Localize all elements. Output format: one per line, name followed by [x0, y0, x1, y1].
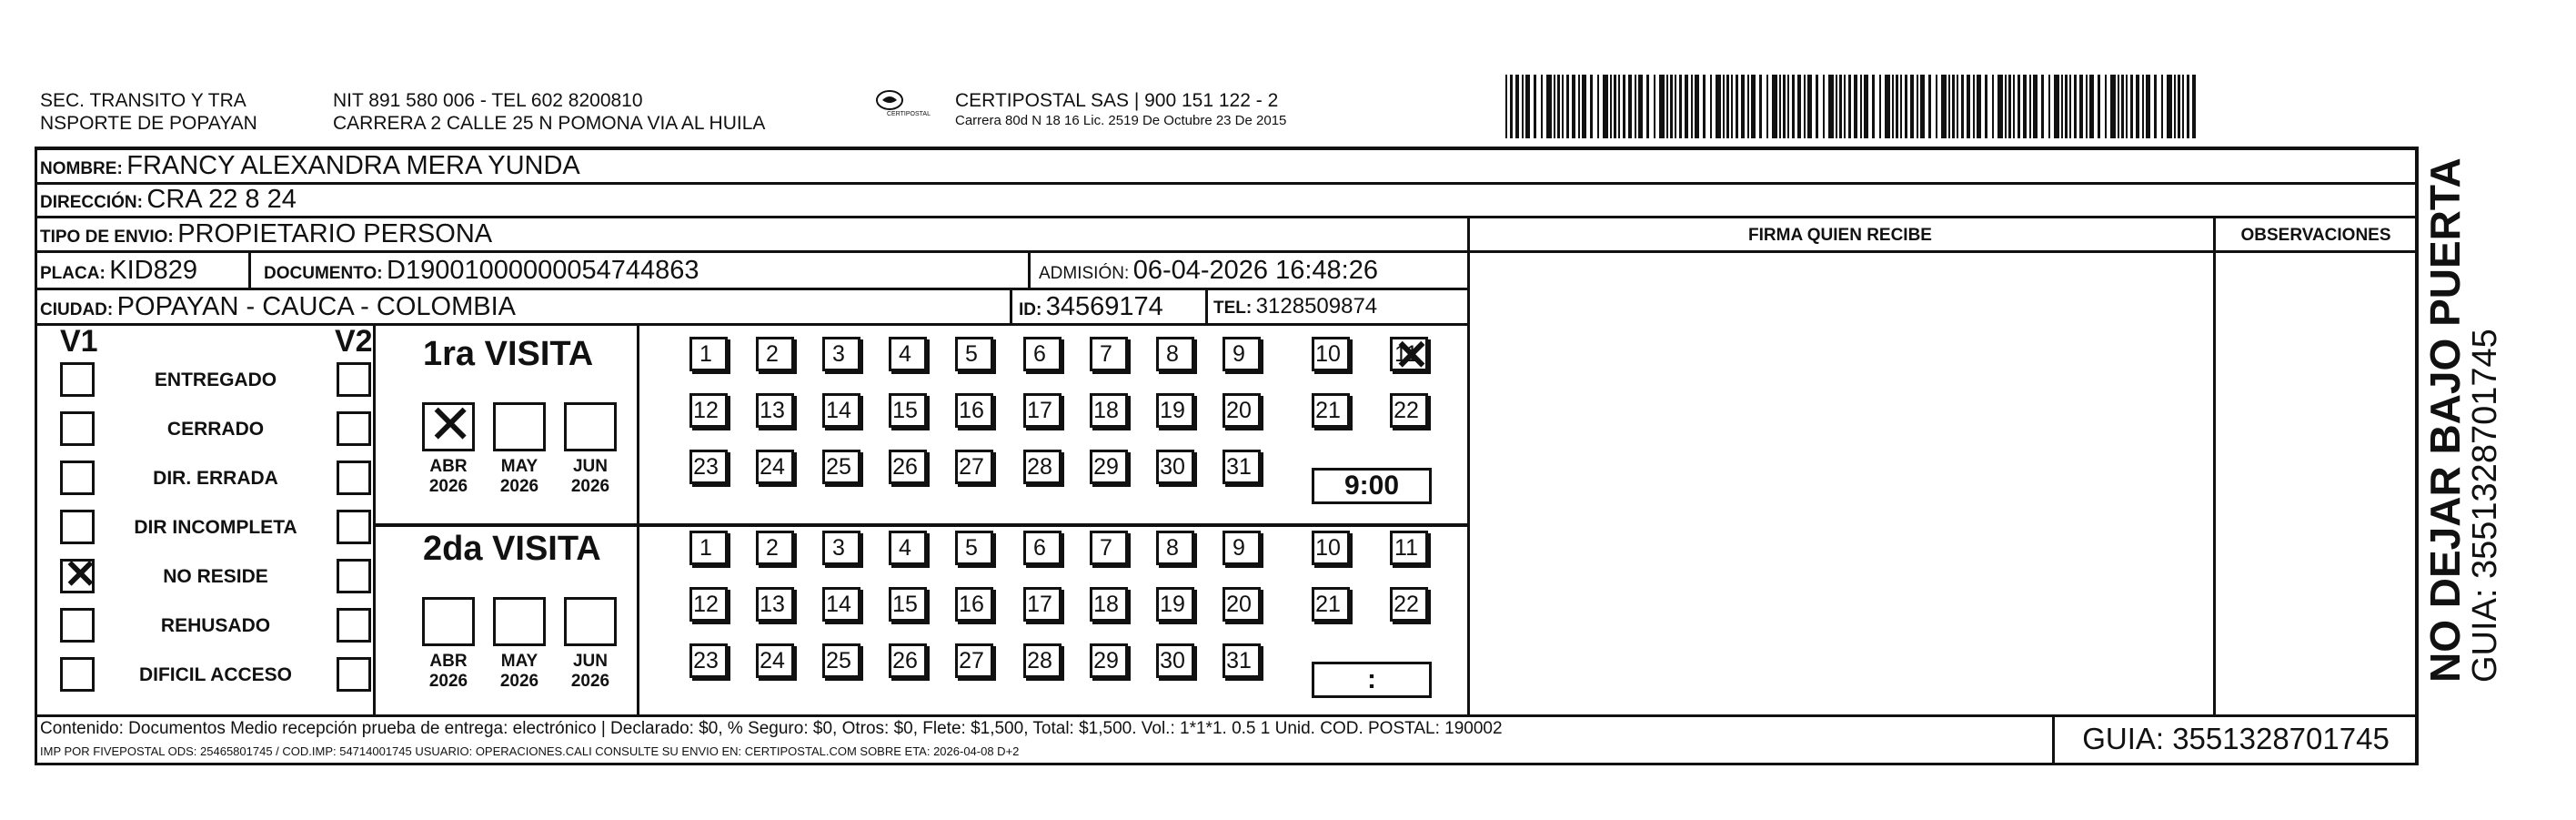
status-v2-checkbox[interactable] — [337, 461, 371, 495]
barcode-bar — [1628, 75, 1632, 138]
id-row: ID: 34569174 — [1019, 292, 1163, 321]
direccion-value: CRA 22 8 24 — [146, 185, 297, 214]
month-label: JUN — [572, 652, 608, 671]
barcode-bar — [2142, 75, 2144, 138]
status-v1-checkbox[interactable] — [60, 411, 95, 446]
footer-guia: GUIA: 3551328701745 — [2082, 722, 2390, 755]
nombre-row: NOMBRE: FRANCY ALEXANDRA MERA YUNDA — [40, 151, 580, 180]
barcode-bar — [2118, 75, 2119, 138]
v2-label: V2 — [335, 324, 373, 359]
visit-split-line — [373, 523, 1469, 527]
status-v2-checkbox[interactable] — [337, 411, 371, 446]
month-caption — [490, 457, 548, 497]
day-box[interactable]: 18 — [1090, 393, 1128, 428]
day-box[interactable]: 17 — [1023, 587, 1062, 622]
day-box[interactable]: 4 — [889, 531, 927, 565]
barcode-bar — [1654, 75, 1655, 138]
sender-contact: NIT 891 580 006 - TEL 602 8200810 CARRERA 2 CALLE 25 N POMONA VIA AL HUILA — [333, 90, 766, 134]
barcode-bar — [2136, 75, 2139, 138]
tel-value: 3128509874 — [1255, 294, 1378, 319]
day-box[interactable]: 10 — [1312, 337, 1350, 371]
barcode-bar — [1997, 75, 2003, 138]
day-box[interactable]: 27 — [955, 643, 993, 678]
month-caption — [561, 457, 619, 497]
day-box[interactable]: 8 — [1156, 337, 1194, 371]
barcode-bar — [2086, 75, 2088, 138]
barcode-bar — [1823, 75, 1825, 138]
visita-1-title: 1ra VISITA — [423, 335, 594, 373]
barcode-bar — [1610, 75, 1612, 138]
barcode-bar — [1864, 75, 1868, 138]
day-box[interactable]: 28 — [1023, 450, 1062, 484]
day-box[interactable]: 29 — [1090, 643, 1128, 678]
status-divider — [373, 323, 376, 716]
status-label: DIR. ERRADA — [153, 468, 278, 489]
barcode-bar — [1936, 75, 1937, 138]
status-v1-checkbox[interactable] — [60, 559, 95, 593]
barcode-bar — [2023, 75, 2027, 138]
sender-name: SEC. TRANSITO Y TRA NSPORTE DE POPAYAN — [40, 90, 257, 134]
barcode — [1505, 75, 2201, 138]
barcode-bar — [1741, 75, 1745, 138]
barcode-bar — [2033, 75, 2038, 138]
barcode-bar — [1582, 75, 1586, 138]
barcode-bar — [1961, 75, 1964, 138]
barcode-bar — [2178, 75, 2180, 138]
footer-line — [35, 714, 2418, 717]
day-box[interactable]: 14 — [822, 587, 860, 622]
barcode-bar — [1828, 75, 1834, 138]
day-box[interactable]: 24 — [756, 643, 794, 678]
barcode-bar — [2074, 75, 2077, 138]
barcode-bar — [1766, 75, 1768, 138]
footer-contenido: Contenido: Documentos Medio recepción prueba de entrega: electrónico | Declarado: $0, % Seguro: $0, Otros: $0, Flete: $1,500, Total: $1,500. Vol.: 1*1*1. 0.5 1 Unid. COD. POSTAL: 190002 — [40, 719, 1503, 738]
barcode-bar — [1646, 75, 1649, 138]
barcode-bar — [1920, 75, 1925, 138]
day-box[interactable]: 24 — [756, 450, 794, 484]
admision-divider — [1028, 250, 1031, 289]
barcode-bar — [2167, 75, 2172, 138]
barcode-bar — [2079, 75, 2083, 138]
logo-text: CERTIPOSTAL — [887, 111, 931, 117]
barcode-bar — [1522, 75, 1524, 138]
barcode-bar — [1772, 75, 1777, 138]
day-box[interactable]: 5 — [955, 337, 993, 371]
barcode-bar — [1751, 75, 1756, 138]
visita-1-time[interactable]: 9:00 — [1312, 468, 1432, 504]
ciudad-row: CIUDAD: POPAYAN - CAUCA - COLOMBIA — [40, 292, 516, 321]
barcode-bar — [1614, 75, 1616, 138]
month-label: ABR — [429, 652, 468, 671]
day-box[interactable]: 4 — [889, 337, 927, 371]
barcode-bar — [1783, 75, 1786, 138]
guia-box-divider — [2052, 714, 2055, 764]
day-box[interactable]: 25 — [822, 643, 860, 678]
status-label: CERRADO — [166, 419, 265, 440]
barcode-bar — [1731, 75, 1733, 138]
nombre-value: FRANCY ALEXANDRA MERA YUNDA — [126, 151, 580, 180]
barcode-bar — [1941, 75, 1947, 138]
barcode-bar — [1572, 75, 1575, 138]
visit-divider — [637, 323, 639, 716]
barcode-bar — [1844, 75, 1846, 138]
tipo-row: TIPO DE ENVIO: PROPIETARIO PERSONA — [40, 219, 493, 248]
status-v1-checkbox[interactable] — [60, 461, 95, 495]
status-label: REHUSADO — [160, 615, 271, 636]
barcode-bar — [2182, 75, 2184, 138]
barcode-bar — [1618, 75, 1620, 138]
barcode-bar — [1716, 75, 1721, 138]
month-checkbox[interactable] — [493, 402, 546, 451]
admision-value: 06-04-2026 16:48:26 — [1132, 256, 1378, 285]
barcode-bar — [1691, 75, 1693, 138]
col-header-line — [1467, 250, 2418, 253]
month-caption — [419, 652, 478, 692]
barcode-bar — [1879, 75, 1881, 138]
barcode-bar — [1635, 75, 1636, 138]
barcode-bar — [1541, 75, 1543, 138]
day-box[interactable]: 21 — [1312, 587, 1350, 622]
day-box[interactable]: 27 — [955, 450, 993, 484]
id-divider — [1010, 288, 1012, 325]
id-value: 34569174 — [1045, 292, 1163, 321]
month-caption — [490, 652, 548, 692]
placa-row: PLACA: KID829 — [40, 256, 197, 285]
barcode-bar — [1510, 75, 1513, 138]
barcode-bar — [1892, 75, 1894, 138]
month-caption — [419, 457, 478, 497]
frame-left — [35, 147, 37, 765]
barcode-bar — [1860, 75, 1862, 138]
tel-divider — [1205, 288, 1208, 325]
day-box[interactable]: 20 — [1223, 393, 1261, 428]
status-label: DIFICIL ACCESO — [138, 664, 292, 685]
barcode-bar — [1505, 75, 1507, 138]
barcode-bar — [1836, 75, 1837, 138]
day-box[interactable]: 23 — [689, 643, 728, 678]
observaciones-header: OBSERVACIONES — [2240, 226, 2391, 245]
barcode-bar — [1917, 75, 1918, 138]
barcode-bar — [1885, 75, 1890, 138]
day-box[interactable]: 9 — [1223, 337, 1261, 371]
barcode-bar — [1525, 75, 1530, 138]
barcode-bar — [2029, 75, 2031, 138]
barcode-bar — [1623, 75, 1625, 138]
barcode-bar — [1726, 75, 1729, 138]
day-box[interactable]: 12 — [689, 393, 728, 428]
day-box[interactable]: 16 — [955, 587, 993, 622]
day-box[interactable]: 5 — [955, 531, 993, 565]
direccion-row: DIRECCIÓN: CRA 22 8 24 — [40, 185, 297, 214]
day-box[interactable]: 20 — [1223, 587, 1261, 622]
day-box[interactable]: 17 — [1023, 393, 1062, 428]
barcode-bar — [1804, 75, 1806, 138]
day-box[interactable]: 14 — [822, 393, 860, 428]
barcode-bar — [2069, 75, 2071, 138]
barcode-bar — [1910, 75, 1914, 138]
status-v2-checkbox[interactable] — [337, 559, 371, 593]
day-box[interactable]: 7 — [1090, 337, 1128, 371]
month-year: 2026 — [570, 672, 610, 691]
footer-imp: IMP POR FIVEPOSTAL ODS: 25465801745 / COD.IMP: 54714001745 USUARIO: OPERACIONES.CALI CONSULTE SU ENVIO EN: CERTIPOSTAL.COM SOBRE ETA: 2026-04-08 D+2 — [40, 744, 1020, 758]
barcode-bar — [1534, 75, 1536, 138]
barcode-bar — [1896, 75, 1898, 138]
month-checkbox[interactable] — [422, 402, 475, 451]
barcode-bar — [2048, 75, 2050, 138]
barcode-bar — [1603, 75, 1608, 138]
day-box[interactable]: 18 — [1090, 587, 1128, 622]
day-box[interactable]: 26 — [889, 450, 927, 484]
day-box[interactable]: 19 — [1156, 587, 1194, 622]
barcode-bar — [1839, 75, 1842, 138]
barcode-bar — [1952, 75, 1955, 138]
day-box[interactable]: 19 — [1156, 393, 1194, 428]
barcode-bar — [1659, 75, 1665, 138]
day-box[interactable]: 6 — [1023, 337, 1062, 371]
barcode-bar — [2008, 75, 2011, 138]
barcode-bar — [2192, 75, 2196, 138]
day-box[interactable]: 9 — [1223, 531, 1261, 565]
day-box[interactable]: 2 — [756, 337, 794, 371]
day-box[interactable]: 1 — [689, 531, 728, 565]
barcode-bar — [1759, 75, 1762, 138]
month-label: MAY — [500, 457, 538, 476]
firma-left-line — [1467, 216, 1470, 714]
barcode-bar — [1872, 75, 1875, 138]
day-box[interactable]: 13 — [756, 587, 794, 622]
barcode-bar — [1666, 75, 1668, 138]
day-box[interactable]: 15 — [889, 587, 927, 622]
barcode-bar — [2054, 75, 2059, 138]
barcode-bar — [1670, 75, 1673, 138]
day-box[interactable]: 16 — [955, 393, 993, 428]
certipostal-logo-icon — [870, 89, 910, 113]
month-label: MAY — [500, 652, 538, 671]
documento-value: D19001000000054744863 — [387, 256, 699, 285]
barcode-bar — [1638, 75, 1643, 138]
barcode-bar — [1992, 75, 1994, 138]
barcode-bar — [1957, 75, 1958, 138]
obs-left-line — [2213, 216, 2216, 714]
status-v1-checkbox[interactable] — [60, 510, 95, 544]
barcode-bar — [2018, 75, 2020, 138]
month-label: ABR — [429, 457, 468, 476]
day-box[interactable]: 29 — [1090, 450, 1128, 484]
barcode-bar — [2121, 75, 2124, 138]
barcode-bar — [2005, 75, 2007, 138]
barcode-bar — [2126, 75, 2128, 138]
barcode-bar — [2098, 75, 2100, 138]
day-box[interactable]: 2 — [756, 531, 794, 565]
day-box[interactable]: 21 — [1312, 393, 1350, 428]
barcode-bar — [1787, 75, 1789, 138]
barcode-bar — [1900, 75, 1902, 138]
barcode-bar — [1562, 75, 1564, 138]
month-year: 2026 — [428, 672, 468, 691]
barcode-bar — [1977, 75, 1981, 138]
barcode-bar — [2041, 75, 2044, 138]
barcode-bar — [1675, 75, 1676, 138]
barcode-bar — [2061, 75, 2063, 138]
barcode-bar — [2187, 75, 2189, 138]
month-year: 2026 — [570, 477, 610, 496]
status-label: NO RESIDE — [163, 566, 268, 587]
barcode-bar — [1590, 75, 1593, 138]
admision-row: ADMISIÓN: 06-04-2026 16:48:26 — [1039, 256, 1378, 285]
day-box[interactable]: 15 — [889, 393, 927, 428]
day-box[interactable]: 7 — [1090, 531, 1128, 565]
barcode-bar — [2154, 75, 2157, 138]
barcode-bar — [2130, 75, 2133, 138]
side-guia: GUIA: 3551328701745 — [2466, 329, 2504, 683]
day-box[interactable]: 30 — [1156, 450, 1194, 484]
day-box[interactable]: 31 — [1223, 450, 1261, 484]
barcode-bar — [2065, 75, 2068, 138]
barcode-bar — [1948, 75, 1950, 138]
day-box[interactable]: 8 — [1156, 531, 1194, 565]
placa-divider — [248, 250, 251, 289]
month-checkbox[interactable] — [493, 597, 546, 646]
ciudad-value: POPAYAN - CAUCA - COLOMBIA — [116, 292, 516, 321]
barcode-bar — [1928, 75, 1931, 138]
barcode-bar — [1710, 75, 1712, 138]
barcode-bar — [1685, 75, 1688, 138]
barcode-bar — [2161, 75, 2163, 138]
status-v2-checkbox[interactable] — [337, 510, 371, 544]
barcode-bar — [1557, 75, 1560, 138]
barcode-bar — [1973, 75, 1975, 138]
barcode-bar — [1985, 75, 1987, 138]
barcode-bar — [1554, 75, 1555, 138]
day-box[interactable]: 3 — [822, 337, 860, 371]
barcode-bar — [2105, 75, 2107, 138]
barcode-bar — [1695, 75, 1699, 138]
barcode-bar — [1515, 75, 1519, 138]
day-box[interactable]: 13 — [756, 393, 794, 428]
status-v1-checkbox[interactable] — [60, 657, 95, 692]
day-box[interactable]: 1 — [689, 337, 728, 371]
visita-2-time[interactable]: : — [1312, 662, 1432, 698]
barcode-bar — [1807, 75, 1812, 138]
month-year: 2026 — [499, 477, 539, 496]
status-label: DIR INCOMPLETA — [134, 517, 297, 538]
month-checkbox[interactable] — [564, 402, 617, 451]
day-box[interactable]: 28 — [1023, 643, 1062, 678]
barcode-bar — [1736, 75, 1738, 138]
day-box[interactable]: 6 — [1023, 531, 1062, 565]
day-box[interactable]: 22 — [1390, 587, 1428, 622]
firma-header: FIRMA QUIEN RECIBE — [1748, 226, 1932, 245]
barcode-bar — [1723, 75, 1725, 138]
barcode-bar — [1905, 75, 1907, 138]
barcode-bar — [2174, 75, 2176, 138]
barcode-bar — [1792, 75, 1795, 138]
placa-value: KID829 — [109, 256, 197, 285]
frame-bottom — [35, 763, 2418, 765]
tel-row: TEL: 3128509874 — [1213, 294, 1378, 319]
barcode-bar — [1679, 75, 1682, 138]
carrier-info: CERTIPOSTAL SAS | 900 151 122 - 2 Carrera 80d N 18 16 Lic. 2519 De Octubre 23 De 2015 — [955, 90, 1287, 128]
side-warning: NO DEJAR BAJO PUERTA — [2421, 157, 2469, 683]
status-v2-checkbox[interactable] — [337, 608, 371, 643]
v1-label: V1 — [60, 324, 98, 359]
day-box[interactable]: ✕ 11 — [1390, 337, 1428, 371]
barcode-bar — [1597, 75, 1599, 138]
side-text — [2421, 157, 2504, 683]
month-year: 2026 — [499, 672, 539, 691]
status-v2-checkbox[interactable] — [337, 657, 371, 692]
day-box[interactable]: 31 — [1223, 643, 1261, 678]
day-box[interactable]: 26 — [889, 643, 927, 678]
month-checkbox[interactable] — [564, 597, 617, 646]
barcode-bar — [1578, 75, 1580, 138]
barcode-bar — [1854, 75, 1857, 138]
day-box[interactable]: 25 — [822, 450, 860, 484]
barcode-bar — [1703, 75, 1706, 138]
day-box[interactable]: 3 — [822, 531, 860, 565]
status-label: ENTREGADO — [154, 370, 277, 390]
barcode-bar — [1747, 75, 1749, 138]
day-box[interactable]: 11 — [1390, 531, 1428, 565]
visita-2-title: 2da VISITA — [423, 530, 601, 568]
documento-row: DOCUMENTO: D19001000000054744863 — [264, 256, 699, 285]
barcode-bar — [2089, 75, 2094, 138]
day-box[interactable]: 22 — [1390, 393, 1428, 428]
month-year: 2026 — [428, 477, 468, 496]
barcode-bar — [1779, 75, 1781, 138]
barcode-bar — [1967, 75, 1970, 138]
month-checkbox[interactable] — [422, 597, 475, 646]
status-v1-checkbox[interactable] — [60, 362, 95, 397]
day-box[interactable]: 30 — [1156, 643, 1194, 678]
barcode-bar — [1566, 75, 1569, 138]
barcode-bar — [1546, 75, 1552, 138]
barcode-bar — [2146, 75, 2150, 138]
day-box[interactable]: 10 — [1312, 531, 1350, 565]
month-label: JUN — [572, 457, 608, 476]
status-v1-checkbox[interactable] — [60, 608, 95, 643]
barcode-bar — [2013, 75, 2015, 138]
barcode-bar — [1848, 75, 1851, 138]
tipo-value: PROPIETARIO PERSONA — [177, 219, 493, 248]
day-box[interactable]: 23 — [689, 450, 728, 484]
barcode-bar — [2110, 75, 2116, 138]
barcode-bar — [1816, 75, 1818, 138]
month-caption — [561, 652, 619, 692]
barcode-bar — [1797, 75, 1801, 138]
day-box[interactable]: 12 — [689, 587, 728, 622]
status-v2-checkbox[interactable] — [337, 362, 371, 397]
